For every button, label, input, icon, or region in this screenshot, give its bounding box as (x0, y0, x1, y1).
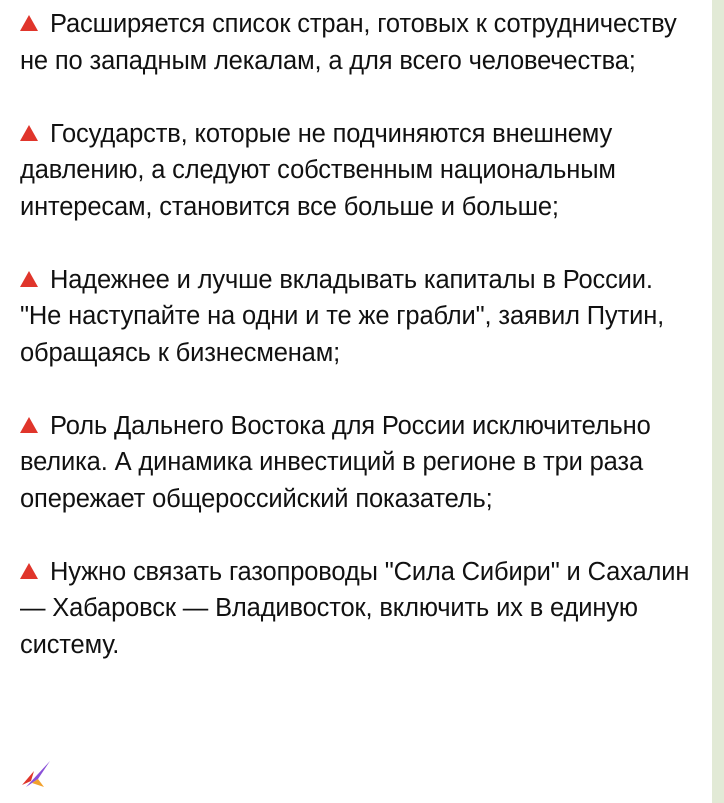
message-item (20, 408, 698, 518)
message-item-text: Расширяется список стран, готовых к сотрудничеству не по западным лекалам, а для всего человечества; (20, 10, 677, 75)
red-triangle-icon (20, 563, 38, 579)
swallow-bird-logo-icon (18, 757, 54, 793)
red-triangle-icon (20, 15, 38, 31)
red-triangle-icon (20, 417, 38, 433)
swallow-bird-logo-icon (18, 757, 54, 793)
message-item-text: Роль Дальнего Востока для России исключительно велика. А динамика инвестиций в регионе в три раза опережает общероссийский показатель; (20, 411, 651, 513)
red-triangle-icon (20, 125, 38, 141)
message-item (20, 6, 698, 79)
message-item-text: Государств, которые не подчиняются внешнему давлению, а следуют собственным национальным интересам, становится все больше и больше; (20, 119, 616, 221)
red-triangle-icon (20, 271, 38, 287)
message-item-text: Нужно связать газопроводы "Сила Сибири" и Сахалин — Хабаровск — Владивосток, включить их в единую систему. (20, 557, 690, 659)
message-item (20, 116, 698, 226)
chat-background-strip (712, 0, 724, 803)
message-item-text: Надежнее и лучше вкладывать капиталы в России. "Не наступайте на одни и те же грабли", заявил Путин, обращаясь к бизнесменам; (20, 265, 665, 367)
message-item (20, 262, 698, 372)
message-item (20, 554, 698, 664)
